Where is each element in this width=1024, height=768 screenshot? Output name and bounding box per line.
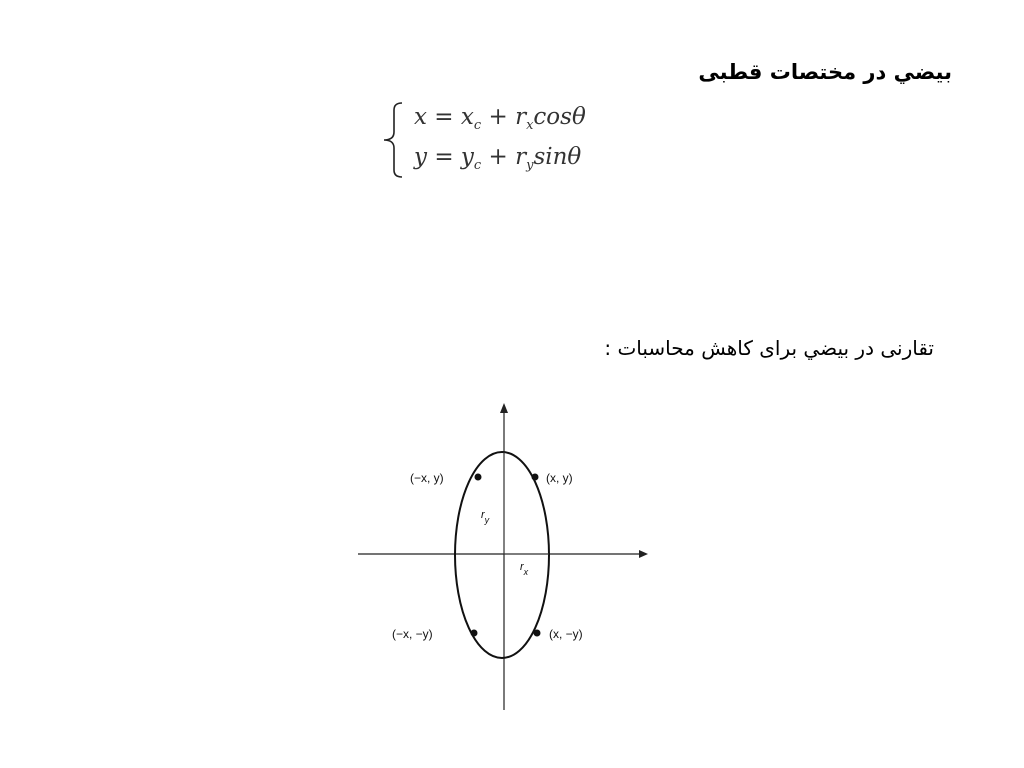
- eq1-radius-sub: x: [526, 118, 534, 133]
- eq1-function: cosθ: [533, 104, 586, 130]
- parametric-equations: [378, 100, 618, 180]
- eq2-equals: =: [434, 144, 454, 170]
- label-radius-x-r: r: [520, 561, 524, 573]
- label-top-right: (x, y): [546, 471, 573, 485]
- eq1-center-sub: c: [473, 118, 482, 133]
- eq1-radius: r: [515, 104, 527, 130]
- x-axis-arrow: [639, 550, 648, 558]
- eq1-plus: +: [488, 104, 508, 130]
- eq1-center: x: [460, 104, 474, 130]
- equation-x: [414, 104, 586, 133]
- symmetry-subtitle: تقارنی در بیضي برای کاهش محاسبات :: [604, 336, 934, 360]
- eq2-center: y: [460, 144, 474, 170]
- slide-title: بيضي در مختصات قطبی: [698, 60, 952, 84]
- ellipse-symmetry-diagram: [350, 398, 660, 718]
- left-brace: [378, 100, 408, 180]
- ellipse-diagram-svg: [350, 398, 660, 718]
- eq1-lhs: x: [414, 104, 427, 130]
- label-bottom-right: (x, −y): [549, 627, 583, 641]
- label-radius-x: [520, 561, 529, 577]
- point-bottom-left: [471, 630, 478, 637]
- eq2-plus: +: [488, 144, 508, 170]
- equation-y: [414, 144, 581, 173]
- eq2-lhs: y: [414, 144, 427, 170]
- label-radius-y-r: r: [481, 509, 485, 521]
- eq2-function: sinθ: [533, 144, 582, 170]
- y-axis-arrow: [500, 403, 508, 413]
- eq1-equals: =: [434, 104, 454, 130]
- eq2-radius: r: [515, 144, 527, 170]
- point-top-left: [475, 474, 482, 481]
- ellipse-curve: [455, 452, 549, 658]
- label-bottom-left: (−x, −y): [392, 627, 433, 641]
- eq2-center-sub: c: [473, 158, 482, 173]
- label-radius-x-sub: x: [523, 567, 529, 577]
- label-radius-y-sub: y: [484, 515, 490, 525]
- label-radius-y: [481, 509, 490, 525]
- eq2-radius-sub: y: [526, 158, 534, 173]
- point-top-right: [532, 474, 539, 481]
- label-top-left: (−x, y): [410, 471, 444, 485]
- point-bottom-right: [534, 630, 541, 637]
